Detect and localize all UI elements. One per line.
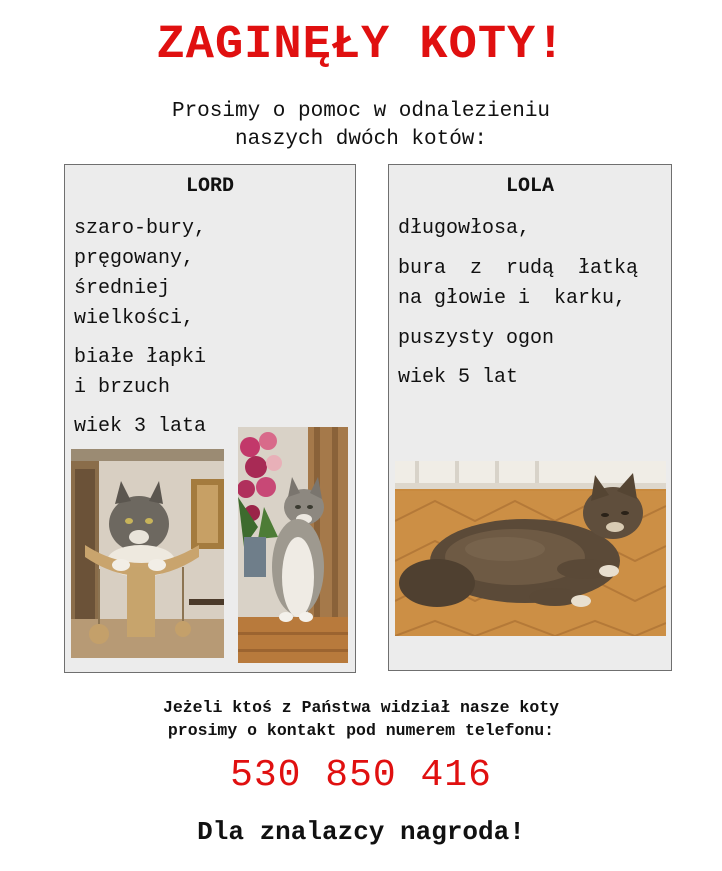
reward-text: Dla znalazcy nagroda! <box>197 817 525 847</box>
lord-desc-6: i brzuch <box>74 376 171 399</box>
lord-desc-2: pręgowany, <box>74 247 195 270</box>
lord-desc-1: szaro-bury, <box>74 217 207 240</box>
poster-title: ZAGINĘŁY KOTY! <box>156 19 566 72</box>
intro-text <box>0 98 722 154</box>
lola-desc-1: długowłosa, <box>398 217 531 240</box>
lord-desc-4: wielkości, <box>74 307 195 330</box>
lord-photo-scratching-post <box>71 449 224 658</box>
contact-text <box>0 696 722 742</box>
lola-desc-4: puszysty ogon <box>398 327 555 350</box>
contact-line-2: prosimy o kontakt pod numerem telefonu: <box>167 721 555 740</box>
lola-desc-5: wiek 5 lat <box>398 366 519 389</box>
cat-name-lola: LOLA <box>505 175 554 198</box>
intro-line-1: Prosimy o pomoc w odnalezieniu <box>171 100 551 123</box>
lola-desc-2: bura z rudą łatką <box>398 257 639 280</box>
phone-number: 530 850 416 <box>230 754 492 797</box>
lord-photo-flowers <box>238 427 348 663</box>
lord-desc-3: średniej <box>74 277 171 300</box>
lola-photo-lying <box>395 461 666 636</box>
intro-line-2: naszych dwóch kotów: <box>234 128 488 151</box>
cat-name-lord: LORD <box>185 175 234 198</box>
lord-desc-5: białe łapki <box>74 346 207 369</box>
contact-line-1: Jeżeli ktoś z Państwa widział nasze koty <box>162 698 560 717</box>
lola-desc-3: na głowie i karku, <box>398 287 627 310</box>
lord-desc-7: wiek 3 lata <box>74 415 207 438</box>
